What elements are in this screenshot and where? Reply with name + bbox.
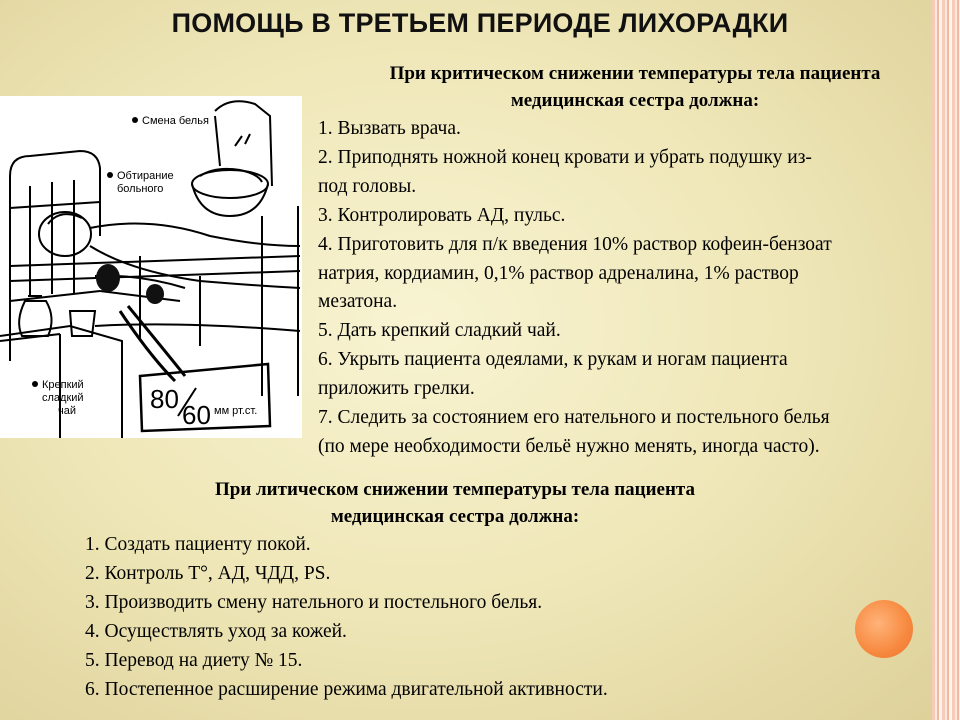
label-tea-1: Крепкий — [42, 379, 84, 391]
critical-heading-line2: медицинская сестра должна: — [510, 90, 760, 111]
list-item: 7. Следить за состоянием его нательного и постельного белья — [318, 407, 830, 429]
bedside-care-illustration — [0, 96, 302, 438]
list-item: 6. Укрыть пациента одеялами, к рукам и ногам пациента — [318, 349, 788, 371]
critical-list — [318, 115, 938, 462]
label-wipe-1: Обтирание — [117, 170, 174, 182]
lytic-heading-line2: медицинская сестра должна: — [330, 506, 580, 527]
list-item: (по мере необходимости бельё нужно менять, иногда часто). — [318, 435, 820, 457]
label-tea-3: чай — [58, 405, 76, 417]
list-item: натрия, кордиамин, 0,1% раствор адреналина, 1% раствор — [318, 262, 799, 284]
lytic-heading-line1: При литическом снижении температуры тела пациента — [214, 479, 695, 500]
label-linen: Смена белья — [142, 115, 209, 127]
list-item: 3. Производить смену нательного и постельного белья. — [85, 591, 543, 613]
list-item: 6. Постепенное расширение режима двигательной активности. — [85, 678, 608, 700]
list-item: 4. Приготовить для п/к введения 10% раствор кофеин-бензоат — [318, 233, 832, 255]
lytic-heading — [150, 476, 760, 530]
list-item: 3. Контролировать АД, пульс. — [318, 204, 566, 226]
label-wipe-2: больного — [117, 183, 164, 195]
list-item: приложить грелки. — [318, 378, 475, 400]
decorative-orange-circle — [855, 600, 913, 658]
list-item: под головы. — [318, 175, 417, 197]
critical-heading-line1: При критическом снижении температуры тела пациента — [389, 63, 881, 84]
label-tea-2: сладкий — [42, 392, 84, 404]
critical-heading — [312, 60, 958, 114]
list-item: 5. Перевод на диету № 15. — [85, 649, 303, 671]
bp-diastolic: 60 — [182, 400, 211, 430]
list-item: 2. Контроль Т°, АД, ЧДД, PS. — [85, 562, 331, 584]
bp-unit: мм рт.ст. — [214, 405, 258, 417]
list-item: 1. Вызвать врача. — [318, 118, 461, 139]
list-item: 1. Создать пациенту покой. — [85, 534, 311, 555]
page-title: ПОМОЩЬ В ТРЕТЬЕМ ПЕРИОДЕ ЛИХОРАДКИ — [171, 8, 789, 38]
list-item: 4. Осуществлять уход за кожей. — [85, 620, 347, 642]
list-item: 5. Дать крепкий сладкий чай. — [318, 320, 561, 342]
list-item: 2. Приподнять ножной конец кровати и убрать подушку из- — [318, 146, 812, 168]
list-item: мезатона. — [318, 291, 398, 313]
bp-systolic: 80 — [150, 384, 179, 414]
lytic-list — [85, 531, 785, 704]
